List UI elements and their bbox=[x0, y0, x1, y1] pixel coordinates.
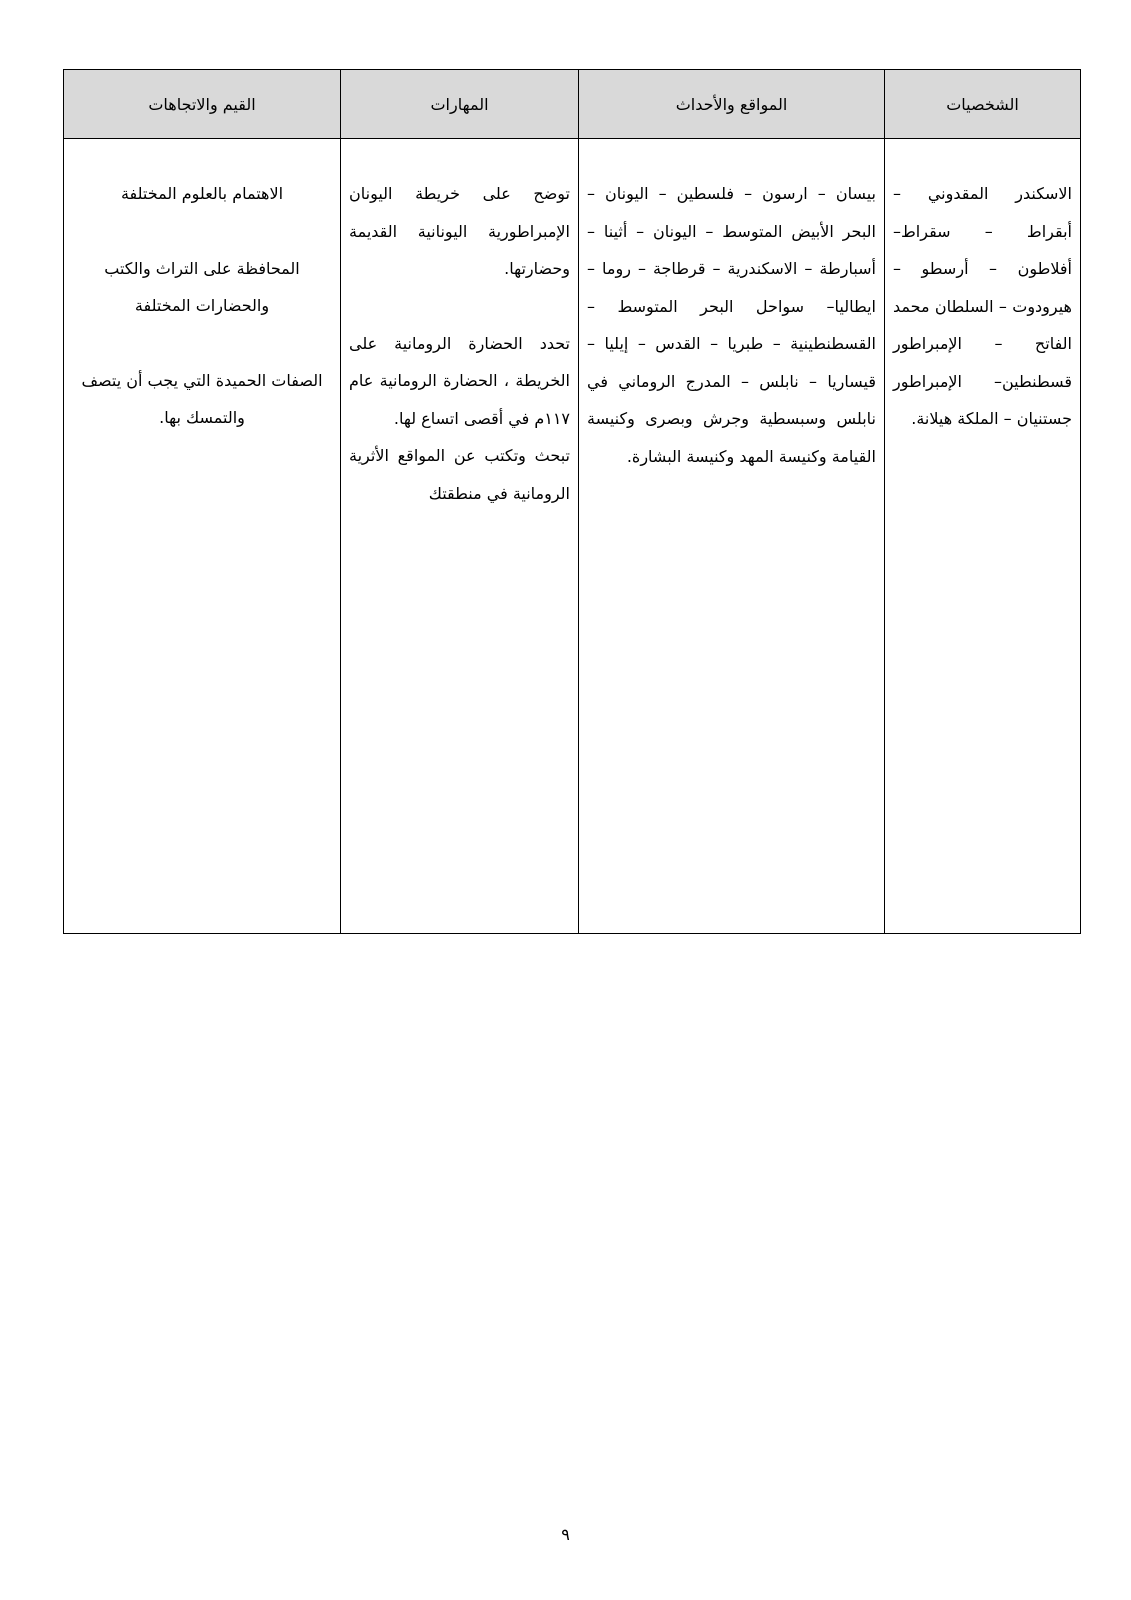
header-sites-events: المواقع والأحداث bbox=[579, 70, 885, 139]
sites-text: بيسان – ارسون – فلسطين – اليونان – البحر الأبيض المتوسط – اليونان – أثينا – أسبارطة – الاسكندرية – قرطاجة – روما – ايطاليا– سواحل البحر المتوسط – القسطنطينية – طبريا – القدس – إيليا – قيساريا – نابلس – المدرج الروماني في نابلس وسبسطية وجرش وبصرى وكنيسة القيامة وكنيسة المهد وكنيسة البشارة. bbox=[587, 184, 876, 466]
values-paragraph-3: الصفات الحميدة التي يجب أن يتصف والتمسك بها. bbox=[81, 370, 323, 427]
sites-cell bbox=[579, 139, 885, 934]
characters-text: الاسكندر المقدوني – أبقراط – سقراط– أفلاطون – أرسطو – هيرودوت – السلطان محمد الفاتح – الإمبراطور قسطنطين– الإمبراطور جستنيان – الملكة هيلانة. bbox=[893, 184, 1072, 428]
curriculum-table bbox=[63, 69, 1081, 934]
header-values-attitudes: القيم والاتجاهات bbox=[64, 70, 341, 139]
values-paragraph-2: المحافظة على التراث والكتب والحضارات المختلفة bbox=[104, 258, 300, 315]
skills-paragraph-2: تحدد الحضارة الرومانية على الخريطة ، الحضارة الرومانية عام ١١٧م في أقصى اتساع لها. bbox=[349, 333, 570, 428]
table-row bbox=[64, 139, 1081, 934]
header-characters: الشخصيات bbox=[885, 70, 1081, 139]
characters-cell bbox=[885, 139, 1081, 934]
skills-cell bbox=[341, 139, 579, 934]
table-header-row bbox=[64, 70, 1081, 139]
values-paragraph-1: الاهتمام بالعلوم المختلفة bbox=[120, 184, 284, 203]
skills-paragraph-3: تبحث وتكتب عن المواقع الأثرية الرومانية في منطقتك bbox=[349, 446, 570, 503]
page-number: ٩ bbox=[561, 1525, 570, 1544]
skills-paragraph-1: توضح على خريطة اليونان الإمبراطورية اليونانية القديمة وحضارتها. bbox=[349, 184, 570, 278]
values-cell bbox=[64, 139, 341, 934]
header-skills: المهارات bbox=[341, 70, 579, 139]
